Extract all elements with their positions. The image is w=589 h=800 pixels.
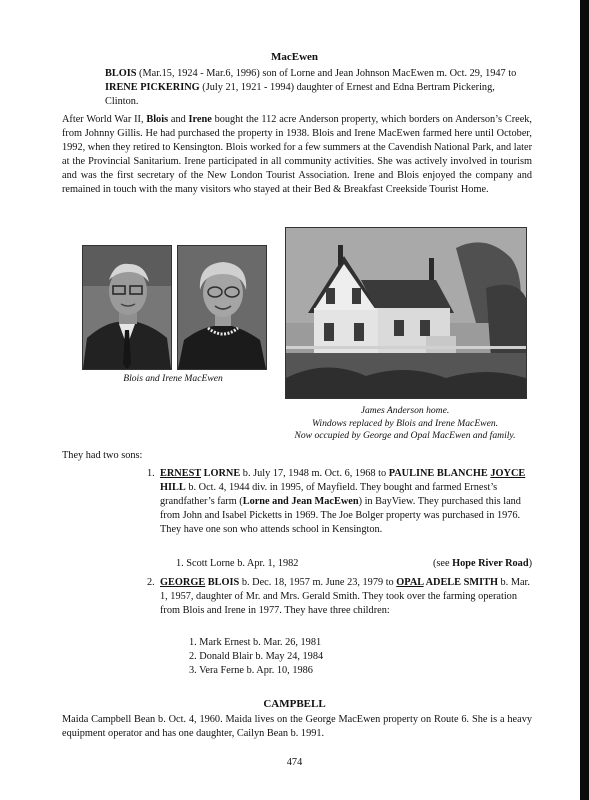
son1-spouse-c: HILL — [160, 482, 186, 493]
intro-text-1: (Mar.15, 1924 - Mar.6, 1996) son of Lorne and Jean Johnson MacEwen m. Oct. 29, 1947 to — [136, 68, 517, 79]
story-text-3: bought the 112 acre Anderson property, which borders on Anderson’s Creek, from Johnny Gillis. He had purchased the property in 1938. Blois and Irene MacEwen farmed here until October, 1992, when they retired to Kensington. Blois worked for a few summers at the Cavendish National Park, and later at the Provincial Sanitarium. Irene participated in all community activities. She was actively involved in tourism and was the first secretary of the New London Tourist Association. Irene and Blois enjoyed the company and remained in touch with the many visitors who stayed at their Bed & Breakfast Creekside Tourist Home. — [62, 114, 532, 195]
son1-entry — [160, 467, 532, 537]
portraits-caption: Blois and Irene MacEwen — [123, 373, 223, 384]
son1-see-bold: Hope River Road — [452, 558, 529, 569]
campbell-title: CAMPBELL — [263, 698, 326, 710]
story-paragraph — [62, 113, 532, 197]
son1-see-reference — [433, 557, 532, 571]
son1-spouse-b: JOYCE — [490, 468, 526, 479]
son2-child-2: 2. Donald Blair b. May 24, 1984 — [189, 651, 324, 662]
son2-child-3: 3. Vera Ferne b. Apr. 10, 1986 — [189, 665, 313, 676]
intro-text-2: (July 21, 1921 - 1994) daughter of Ernest and Edna Bertram Pickering, Clinton. — [105, 82, 495, 107]
intro-name-blois: BLOIS — [105, 68, 137, 79]
son2-children — [189, 636, 323, 678]
son1-child — [176, 557, 532, 571]
irene-portrait-photo — [177, 245, 267, 370]
intro-name-irene: IRENE PICKERING — [105, 82, 200, 93]
son2-text-2: b. Mar. 1, 1957, daughter of Mr. and Mrs. Gerald Smith. They took over the farming operation from Blois and Irene in 1977. They have three children: — [160, 577, 530, 616]
son1-text-2: b. Oct. 4, 1944 div. in 1995, of Mayfield. They bought and farmed Ernest’s grandfather’s farm ( — [160, 482, 498, 507]
son2-entry — [160, 576, 532, 618]
blois-portrait-photo — [82, 245, 172, 370]
son2-text-1: b. Dec. 18, 1957 m. June 23, 1979 to — [239, 577, 397, 588]
son2-name-rest: BLOIS — [205, 577, 240, 588]
intro-entry — [105, 67, 525, 109]
story-bold-blois: Blois — [146, 114, 169, 125]
story-text-1: After World War II, — [62, 114, 147, 125]
son2-name: GEORGE — [160, 577, 206, 588]
son2-spouse-a: OPAL — [396, 577, 424, 588]
son1-text-3: ) in BayView. They purchased this land from John and Isabel Picketts in 1969. The Joe Bolger property was purchased in 1976. They have one son who attends school in Kensington. — [160, 496, 521, 535]
son1-number: 1. — [147, 468, 155, 479]
son1-spouse-a: PAULINE BLANCHE — [388, 468, 491, 479]
sons-intro: They had two sons: — [62, 450, 143, 461]
family-title: MacEwen — [270, 51, 319, 63]
house-caption-line-1: James Anderson home. — [360, 405, 450, 416]
son2-child-1: 1. Mark Ernest b. Mar. 26, 1981 — [189, 637, 322, 648]
house-caption — [260, 405, 550, 443]
scan-edge — [580, 0, 589, 800]
page-number: 474 — [286, 757, 303, 768]
son1-text-1: b. July 17, 1948 m. Oct. 6, 1968 to — [240, 468, 389, 479]
campbell-paragraph: Maida Campbell Bean b. Oct. 4, 1960. Maida lives on the George MacEwen property on Route 6. She is a heavy equipment operator and has one daughter, Cailyn Bean b. 1991. — [62, 714, 532, 739]
story-bold-irene: Irene — [188, 114, 212, 125]
son1-name: ERNEST — [160, 468, 202, 479]
son2-number: 2. — [147, 577, 155, 588]
story-text-2: and — [168, 114, 189, 125]
son1-bold-grandparents: Lorne and Jean MacEwen — [242, 496, 359, 507]
son1-see-pre: (see — [432, 558, 453, 569]
house-caption-line-2: Windows replaced by Blois and Irene MacEwen. — [311, 417, 499, 429]
son1-name-rest: LORNE — [201, 468, 241, 479]
son2-spouse-b: ADELE SMITH — [423, 577, 498, 588]
house-photo — [285, 227, 527, 399]
house-caption-line-3: Now occupied by George and Opal MacEwen and family. — [294, 430, 516, 442]
son1-child-text: 1. Scott Lorne b. Apr. 1, 1982 — [176, 558, 299, 569]
son1-see-post: ) — [528, 558, 532, 569]
